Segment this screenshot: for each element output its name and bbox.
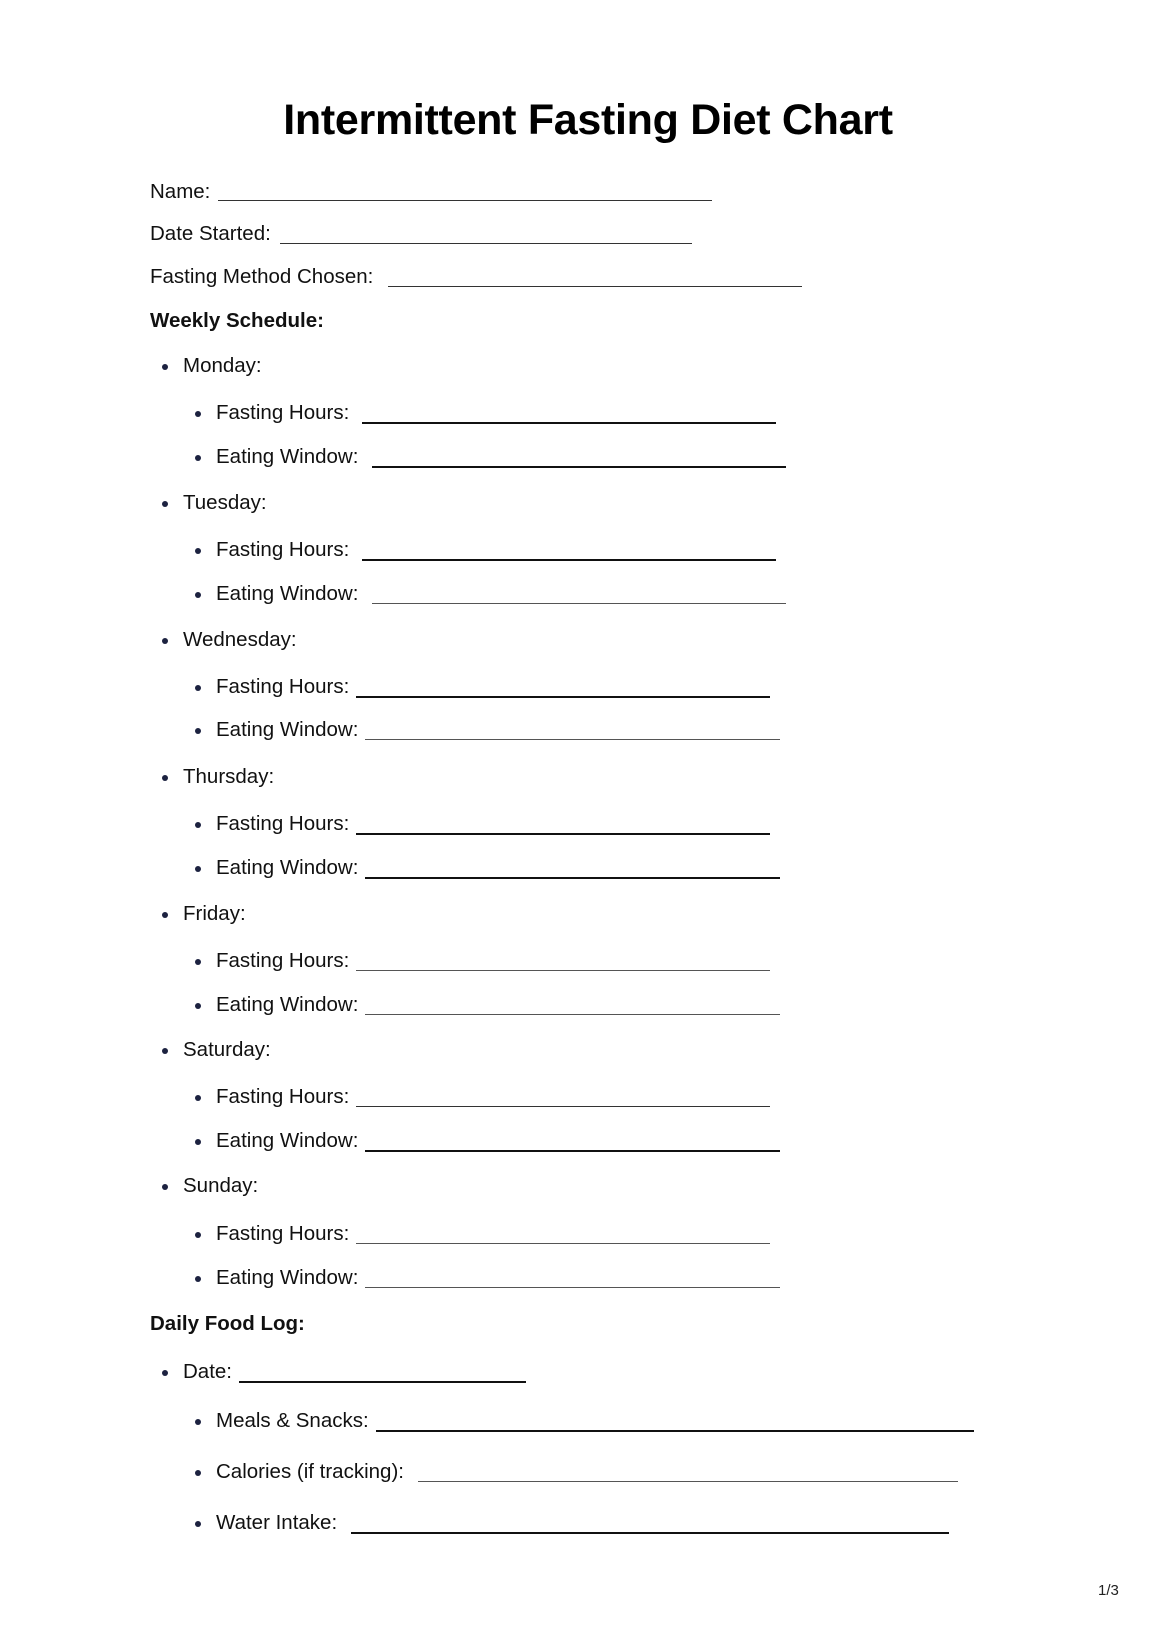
fasting-hours-label: Fasting Hours: [216,812,350,835]
fasting-hours-label: Fasting Hours: [216,1222,350,1245]
thursday-eating-window-field[interactable] [365,877,780,879]
log-date-field[interactable] [239,1381,526,1383]
fasting-hours-label: Fasting Hours: [216,675,350,698]
sunday-eating-window-field[interactable] [365,1287,780,1288]
day-label: Thursday: [183,765,275,788]
water-intake-field[interactable] [351,1532,949,1534]
bullet-icon [195,455,201,461]
day-label: Wednesday: [183,628,297,651]
page-title: Intermittent Fasting Diet Chart [283,96,893,144]
sunday-fasting-hours-field[interactable] [356,1243,770,1244]
bullet-icon [195,866,201,872]
fasting-method-label: Fasting Method Chosen: [150,265,374,288]
daily-food-log-heading: Daily Food Log: [150,1312,305,1335]
bullet-icon [195,1276,201,1282]
day-label: Sunday: [183,1174,259,1197]
bullet-icon [195,1095,201,1101]
eating-window-label: Eating Window: [216,718,359,741]
page-number: 1/3 [1098,1582,1119,1599]
bullet-icon [195,1003,201,1009]
name-label: Name: [150,180,211,203]
bullet-icon [162,638,168,644]
fasting-hours-label: Fasting Hours: [216,401,350,424]
log-date-label: Date: [183,1360,232,1383]
day-label: Saturday: [183,1038,271,1061]
bullet-icon [195,411,201,417]
bullet-icon [195,1232,201,1238]
eating-window-label: Eating Window: [216,1129,359,1152]
fasting-hours-label: Fasting Hours: [216,949,350,972]
eating-window-label: Eating Window: [216,993,359,1016]
eating-window-label: Eating Window: [216,582,359,605]
day-label: Monday: [183,354,262,377]
monday-eating-window-field[interactable] [372,466,786,468]
tuesday-eating-window-field[interactable] [372,603,786,604]
calories-label: Calories (if tracking): [216,1460,404,1483]
bullet-icon [195,728,201,734]
bullet-icon [162,1370,168,1376]
water-intake-label: Water Intake: [216,1511,338,1534]
friday-eating-window-field[interactable] [365,1014,780,1015]
bullet-icon [195,1521,201,1527]
bullet-icon [162,1184,168,1190]
bullet-icon [195,548,201,554]
calories-field[interactable] [418,1481,958,1482]
monday-fasting-hours-field[interactable] [362,422,776,424]
bullet-icon [195,1139,201,1145]
bullet-icon [195,1419,201,1425]
bullet-icon [195,1470,201,1476]
day-label: Friday: [183,902,246,925]
bullet-icon [195,685,201,691]
tuesday-fasting-hours-field[interactable] [362,559,776,561]
date-started-label: Date Started: [150,222,271,245]
bullet-icon [162,775,168,781]
fasting-hours-label: Fasting Hours: [216,1085,350,1108]
eating-window-label: Eating Window: [216,1266,359,1289]
fasting-method-field[interactable] [388,286,802,287]
meals-snacks-label: Meals & Snacks: [216,1409,369,1432]
fasting-hours-label: Fasting Hours: [216,538,350,561]
friday-fasting-hours-field[interactable] [356,970,770,971]
thursday-fasting-hours-field[interactable] [356,833,770,835]
bullet-icon [162,364,168,370]
bullet-icon [162,501,168,507]
eating-window-label: Eating Window: [216,445,359,468]
saturday-eating-window-field[interactable] [365,1150,780,1152]
meals-snacks-field[interactable] [376,1430,974,1432]
eating-window-label: Eating Window: [216,856,359,879]
date-started-field[interactable] [280,243,692,244]
wednesday-eating-window-field[interactable] [365,739,780,740]
bullet-icon [195,822,201,828]
name-field[interactable] [218,200,712,201]
bullet-icon [162,912,168,918]
weekly-schedule-heading: Weekly Schedule: [150,309,324,332]
bullet-icon [195,959,201,965]
bullet-icon [162,1048,168,1054]
day-label: Tuesday: [183,491,267,514]
saturday-fasting-hours-field[interactable] [356,1106,770,1107]
bullet-icon [195,592,201,598]
wednesday-fasting-hours-field[interactable] [356,696,770,698]
